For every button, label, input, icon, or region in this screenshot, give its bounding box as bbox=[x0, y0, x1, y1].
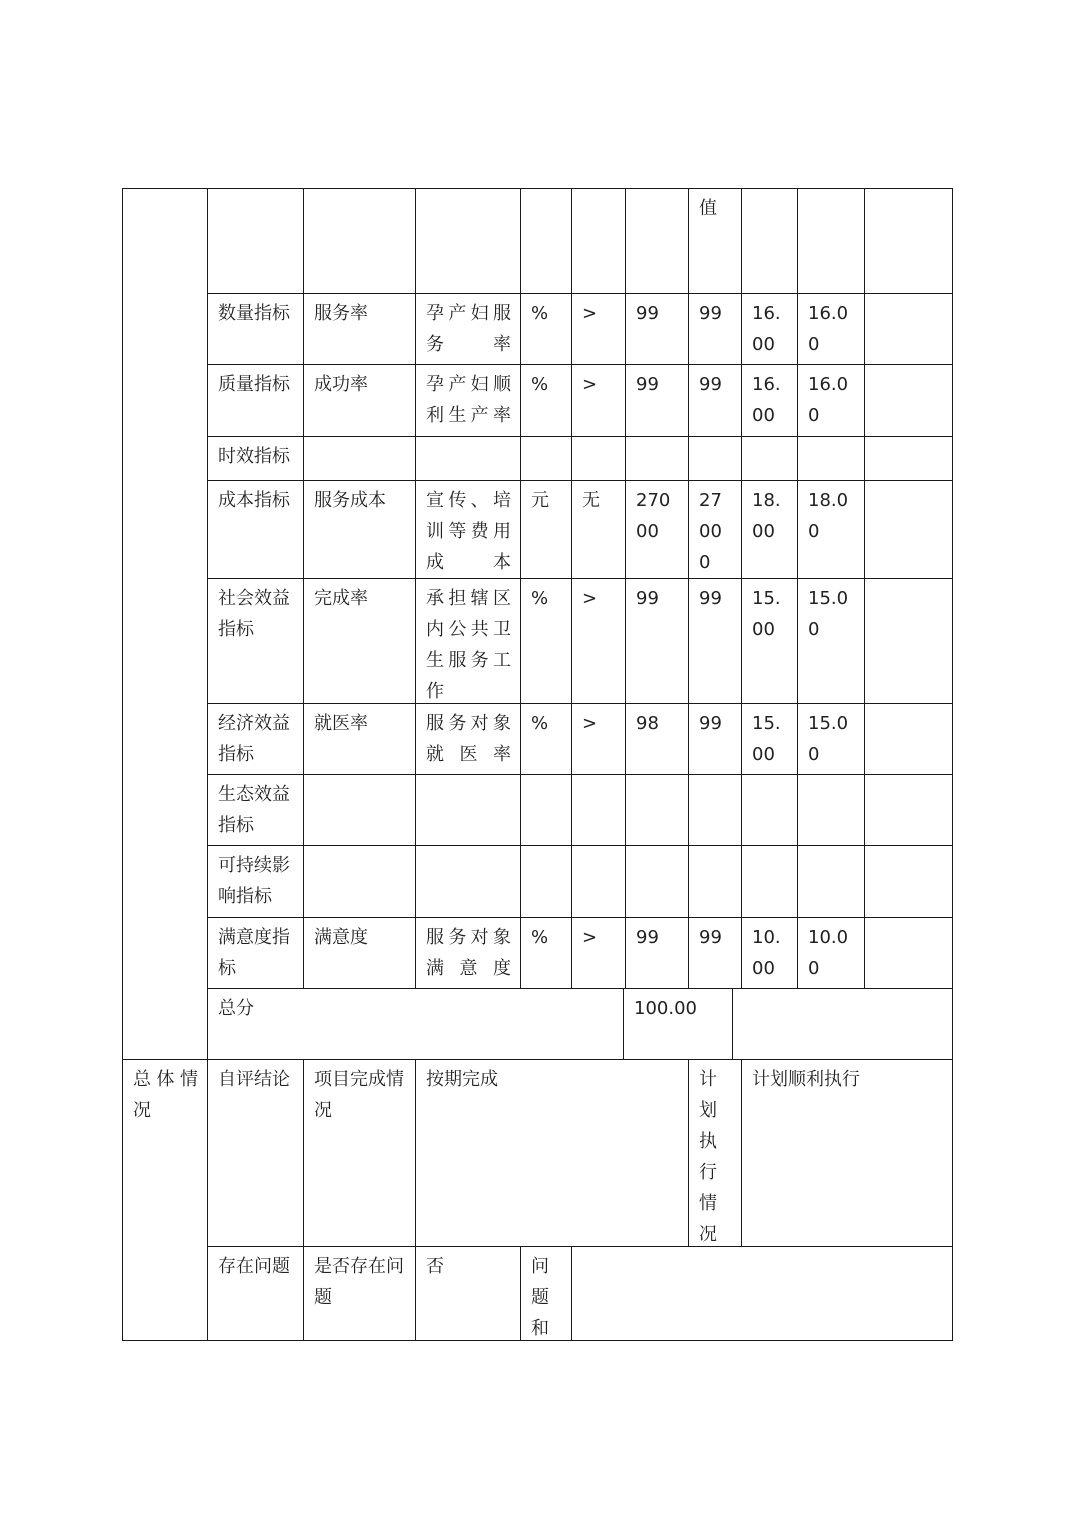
row-2-unit bbox=[520, 436, 572, 481]
row-4-type-text: 社会效益指标 bbox=[218, 588, 290, 640]
row-3-desc-text: 宣传、培训等费用成本 bbox=[426, 490, 511, 573]
row-5-weight bbox=[741, 703, 798, 775]
row-8-unit-text: % bbox=[531, 927, 549, 948]
row-3-score bbox=[797, 480, 865, 579]
issue-detail-label bbox=[520, 1246, 572, 1341]
row-5-remark bbox=[864, 703, 953, 775]
row-5-target bbox=[625, 703, 689, 775]
row-5-unit-text: % bbox=[531, 713, 549, 734]
row-7-actual bbox=[688, 845, 742, 918]
row-6-type bbox=[207, 774, 304, 846]
row-2-target bbox=[625, 436, 689, 481]
row-3-target bbox=[625, 480, 689, 579]
completion-value-text: 按期完成 bbox=[426, 1069, 498, 1090]
row-7-weight bbox=[741, 845, 798, 918]
plan-label bbox=[688, 1059, 742, 1247]
row-1-actual-text: 99 bbox=[699, 374, 722, 395]
row-3-op-text: 无 bbox=[582, 490, 600, 511]
has-issue-label bbox=[303, 1246, 416, 1341]
row-6-type-text: 生态效益指标 bbox=[218, 784, 290, 836]
row-4-type bbox=[207, 578, 304, 704]
row-5-type-text: 经济效益指标 bbox=[218, 713, 290, 765]
total-label-text: 总分 bbox=[218, 998, 254, 1019]
row-7-type bbox=[207, 845, 304, 918]
row-6-desc bbox=[415, 774, 521, 846]
row-3-remark bbox=[864, 480, 953, 579]
row-5-desc bbox=[415, 703, 521, 775]
row-5-type bbox=[207, 703, 304, 775]
row-0-unit bbox=[520, 293, 572, 365]
row-3-type-text: 成本指标 bbox=[218, 490, 290, 511]
total-label bbox=[207, 988, 624, 1060]
row-1-desc-text: 孕产妇顺利生产率 bbox=[426, 374, 511, 426]
row-2-name bbox=[303, 436, 416, 481]
total-value-text: 100.00 bbox=[634, 998, 697, 1019]
row-8-unit bbox=[520, 917, 572, 989]
row-8-score bbox=[797, 917, 865, 989]
row-1-unit bbox=[520, 364, 572, 437]
row-3-target-text: 27000 bbox=[636, 490, 671, 542]
row-4-score bbox=[797, 578, 865, 704]
has-issue-value-text: 否 bbox=[426, 1256, 444, 1277]
header-cell-8 bbox=[741, 188, 798, 294]
row-3-desc bbox=[415, 480, 521, 579]
row-4-desc-text: 承担辖区内公共卫生服务工作 bbox=[426, 588, 511, 702]
overall-label-text: 总体情况 bbox=[133, 1069, 198, 1121]
row-2-type bbox=[207, 436, 304, 481]
row-2-type-text: 时效指标 bbox=[218, 446, 290, 467]
row-1-type-text: 质量指标 bbox=[218, 374, 290, 395]
header-cell-5 bbox=[571, 188, 626, 294]
row-0-score-text: 16.00 bbox=[808, 303, 849, 355]
row-1-target-text: 99 bbox=[636, 374, 659, 395]
header-cell-4 bbox=[520, 188, 572, 294]
row-7-type-text: 可持续影响指标 bbox=[218, 855, 290, 907]
row-1-name-text: 成功率 bbox=[314, 374, 368, 395]
row-8-type bbox=[207, 917, 304, 989]
row-0-remark bbox=[864, 293, 953, 365]
row-5-unit bbox=[520, 703, 572, 775]
left-category-blank bbox=[122, 188, 208, 1060]
row-1-name bbox=[303, 364, 416, 437]
row-5-name bbox=[303, 703, 416, 775]
row-0-actual-text: 99 bbox=[699, 303, 722, 324]
row-3-name bbox=[303, 480, 416, 579]
header-cell-7 bbox=[688, 188, 742, 294]
total-value bbox=[623, 988, 733, 1060]
row-4-actual bbox=[688, 578, 742, 704]
conclusion-label bbox=[207, 1059, 304, 1247]
row-3-score-text: 18.00 bbox=[808, 490, 849, 542]
row-7-remark bbox=[864, 845, 953, 918]
row-5-target-text: 98 bbox=[636, 713, 659, 734]
row-4-remark bbox=[864, 578, 953, 704]
row-0-type bbox=[207, 293, 304, 365]
row-8-weight bbox=[741, 917, 798, 989]
row-3-op bbox=[571, 480, 626, 579]
row-1-target bbox=[625, 364, 689, 437]
row-8-name-text: 满意度 bbox=[314, 927, 368, 948]
row-6-op bbox=[571, 774, 626, 846]
header-cell-7-text: 值 bbox=[699, 198, 717, 219]
row-2-actual bbox=[688, 436, 742, 481]
row-4-target-text: 99 bbox=[636, 588, 659, 609]
total-blank bbox=[732, 988, 953, 1060]
completion-value bbox=[415, 1059, 689, 1247]
issue-detail-blank bbox=[571, 1246, 953, 1341]
row-6-score bbox=[797, 774, 865, 846]
row-0-desc bbox=[415, 293, 521, 365]
completion-label bbox=[303, 1059, 416, 1247]
row-5-op bbox=[571, 703, 626, 775]
row-0-name bbox=[303, 293, 416, 365]
row-5-score-text: 15.00 bbox=[808, 713, 849, 765]
row-0-type-text: 数量指标 bbox=[218, 303, 290, 324]
plan-value bbox=[741, 1059, 953, 1247]
row-8-op bbox=[571, 917, 626, 989]
row-4-target bbox=[625, 578, 689, 704]
issue-label bbox=[207, 1246, 304, 1341]
row-8-weight-text: 10.00 bbox=[752, 927, 781, 979]
row-6-weight bbox=[741, 774, 798, 846]
row-0-weight bbox=[741, 293, 798, 365]
row-3-actual bbox=[688, 480, 742, 579]
header-cell-9 bbox=[797, 188, 865, 294]
row-8-remark bbox=[864, 917, 953, 989]
row-4-unit-text: % bbox=[531, 588, 549, 609]
row-6-actual bbox=[688, 774, 742, 846]
row-8-desc-text: 服务对象满意度 bbox=[426, 927, 511, 979]
row-1-actual bbox=[688, 364, 742, 437]
row-8-score-text: 10.00 bbox=[808, 927, 849, 979]
issue-detail-label-text: 问题和 bbox=[531, 1256, 549, 1339]
row-1-desc bbox=[415, 364, 521, 437]
row-1-op bbox=[571, 364, 626, 437]
row-1-score bbox=[797, 364, 865, 437]
row-8-actual-text: 99 bbox=[699, 927, 722, 948]
row-1-op-text: > bbox=[582, 374, 598, 395]
row-1-type bbox=[207, 364, 304, 437]
overall-label bbox=[122, 1059, 208, 1341]
row-1-score-text: 16.00 bbox=[808, 374, 849, 426]
row-2-desc bbox=[415, 436, 521, 481]
conclusion-label-text: 自评结论 bbox=[218, 1069, 290, 1090]
issue-label-text: 存在问题 bbox=[218, 1256, 290, 1277]
row-3-unit-text: 元 bbox=[531, 490, 549, 511]
row-0-score bbox=[797, 293, 865, 365]
has-issue-value bbox=[415, 1246, 521, 1341]
plan-label-text: 计划执行情况 bbox=[699, 1069, 717, 1245]
row-0-op-text: > bbox=[582, 303, 598, 324]
row-6-target bbox=[625, 774, 689, 846]
row-4-name-text: 完成率 bbox=[314, 588, 368, 609]
row-5-name-text: 就医率 bbox=[314, 713, 368, 734]
row-7-name bbox=[303, 845, 416, 918]
row-4-desc bbox=[415, 578, 521, 704]
row-1-unit-text: % bbox=[531, 374, 549, 395]
header-cell-6 bbox=[625, 188, 689, 294]
row-4-op bbox=[571, 578, 626, 704]
row-5-op-text: > bbox=[582, 713, 598, 734]
row-2-weight bbox=[741, 436, 798, 481]
row-3-actual-text: 27000 bbox=[699, 490, 722, 573]
row-3-name-text: 服务成本 bbox=[314, 490, 386, 511]
row-8-target-text: 99 bbox=[636, 927, 659, 948]
row-2-remark bbox=[864, 436, 953, 481]
row-5-desc-text: 服务对象就医率 bbox=[426, 713, 511, 765]
row-5-weight-text: 15.00 bbox=[752, 713, 781, 765]
header-cell-3 bbox=[415, 188, 521, 294]
row-7-target bbox=[625, 845, 689, 918]
row-4-name bbox=[303, 578, 416, 704]
row-7-unit bbox=[520, 845, 572, 918]
row-4-weight bbox=[741, 578, 798, 704]
row-0-op bbox=[571, 293, 626, 365]
row-8-type-text: 满意度指标 bbox=[218, 927, 290, 979]
header-cell-10 bbox=[864, 188, 953, 294]
row-1-weight-text: 16.00 bbox=[752, 374, 781, 426]
row-5-actual bbox=[688, 703, 742, 775]
row-1-remark bbox=[864, 364, 953, 437]
row-4-weight-text: 15.00 bbox=[752, 588, 781, 640]
row-1-weight bbox=[741, 364, 798, 437]
row-7-op bbox=[571, 845, 626, 918]
row-7-score bbox=[797, 845, 865, 918]
row-8-target bbox=[625, 917, 689, 989]
row-4-unit bbox=[520, 578, 572, 704]
completion-label-text: 项目完成情况 bbox=[314, 1069, 404, 1121]
row-0-desc-text: 孕产妇服务率 bbox=[426, 303, 511, 355]
row-3-type bbox=[207, 480, 304, 579]
row-6-remark bbox=[864, 774, 953, 846]
row-0-target bbox=[625, 293, 689, 365]
row-6-unit bbox=[520, 774, 572, 846]
row-4-op-text: > bbox=[582, 588, 598, 609]
has-issue-label-text: 是否存在问题 bbox=[314, 1256, 404, 1308]
row-8-op-text: > bbox=[582, 927, 598, 948]
row-4-actual-text: 99 bbox=[699, 588, 722, 609]
row-6-name bbox=[303, 774, 416, 846]
row-3-unit bbox=[520, 480, 572, 579]
row-3-weight bbox=[741, 480, 798, 579]
row-8-actual bbox=[688, 917, 742, 989]
row-3-weight-text: 18.00 bbox=[752, 490, 781, 542]
row-2-score bbox=[797, 436, 865, 481]
row-7-desc bbox=[415, 845, 521, 918]
row-0-name-text: 服务率 bbox=[314, 303, 368, 324]
row-2-op bbox=[571, 436, 626, 481]
row-8-desc bbox=[415, 917, 521, 989]
row-0-actual bbox=[688, 293, 742, 365]
row-5-score bbox=[797, 703, 865, 775]
plan-value-text: 计划顺利执行 bbox=[752, 1069, 860, 1090]
row-0-target-text: 99 bbox=[636, 303, 659, 324]
row-5-actual-text: 99 bbox=[699, 713, 722, 734]
header-cell-2 bbox=[303, 188, 416, 294]
row-8-name bbox=[303, 917, 416, 989]
row-0-unit-text: % bbox=[531, 303, 549, 324]
header-cell-1 bbox=[207, 188, 304, 294]
row-0-weight-text: 16.00 bbox=[752, 303, 781, 355]
row-4-score-text: 15.00 bbox=[808, 588, 849, 640]
